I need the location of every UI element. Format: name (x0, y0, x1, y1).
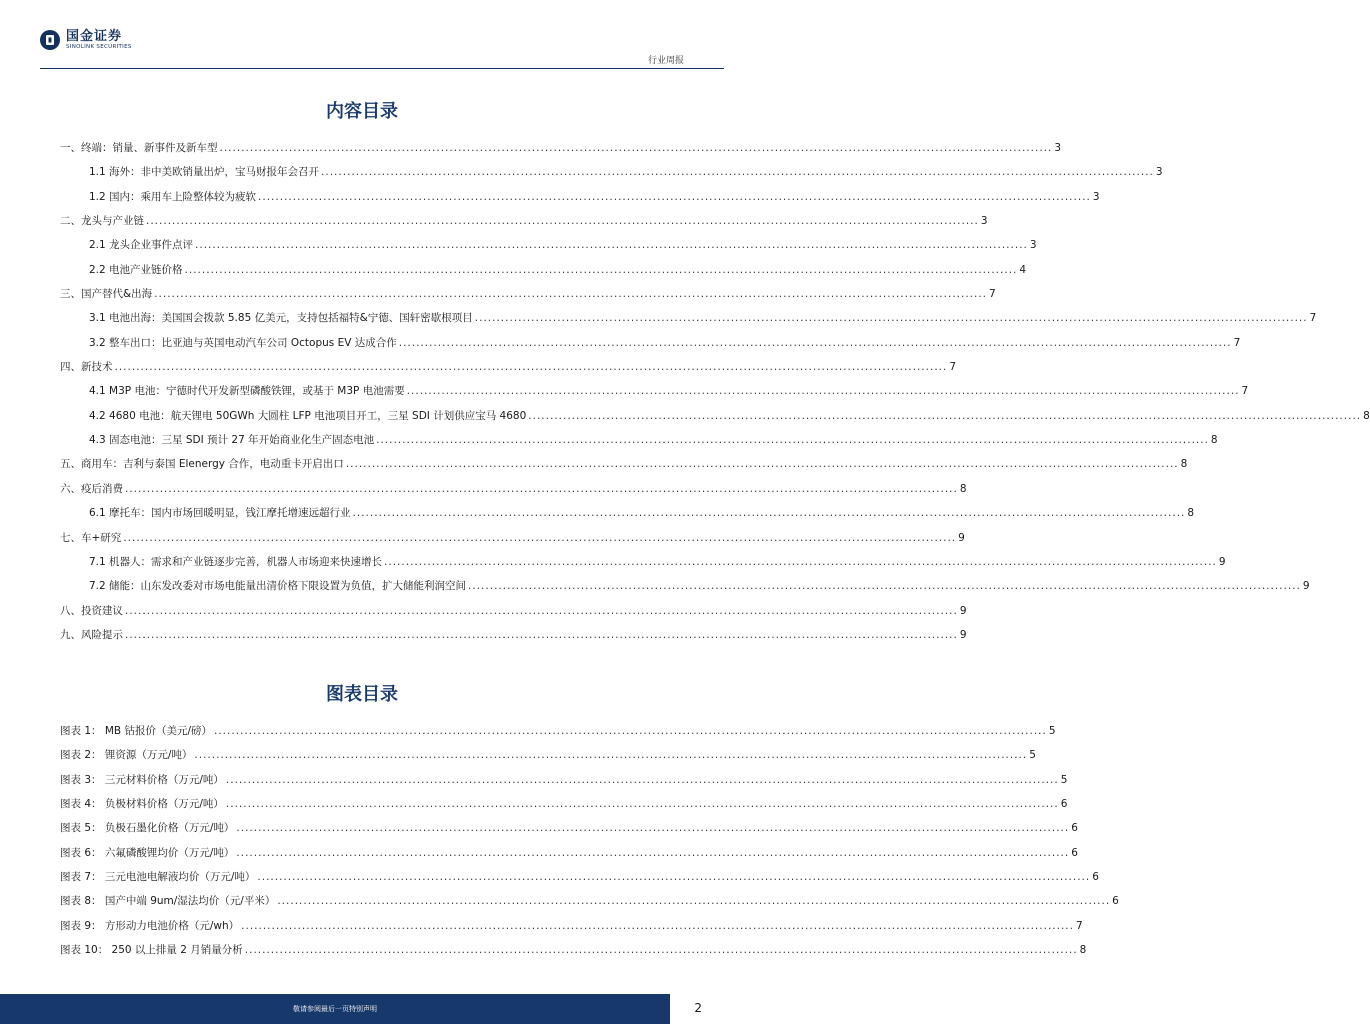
toc-entry[interactable]: 3.1 电池出海：美国国会拨款 5.85 亿美元，支持包括福特&宁德、国轩密歇根项目 ..... 7 (60, 310, 686, 334)
figure-entry[interactable]: 图表 6： 六氟磷酸锂均价（万元/吨） ..... 6 (60, 845, 686, 869)
toc-entry[interactable]: 五、商用车：吉利与泰国 Elenergy 合作，电动重卡开启出口 ..... 8 (60, 456, 686, 480)
toc-entry[interactable]: 七、车+研究 ..... 9 (60, 530, 686, 554)
figure-entry[interactable]: 图表 5： 负极石墨化价格（万元/吨） ..... 6 (60, 820, 686, 844)
toc-entry[interactable]: 3.2 整车出口：比亚迪与英国电动汽车公司 Octopus EV 达成合作 ..... 7 (60, 335, 686, 359)
brand-name-cn: 国金证券 (66, 29, 123, 44)
figure-entry[interactable]: 图表 9： 方形动力电池价格（元/wh） ..... 7 (60, 918, 686, 942)
figure-entry[interactable]: 图表 7： 三元电池电解液均价（万元/吨） ..... 6 (60, 869, 686, 893)
figure-entry[interactable]: 图表 10： 250 以上排量 2 月销量分析 ..... 8 (60, 942, 686, 966)
toc-title: 内容目录 (326, 101, 398, 122)
toc-entry[interactable]: 一、终端：销量、新事件及新车型 ..... 3 (60, 140, 686, 164)
figure-entry[interactable]: 图表 1： MB 钴报价（美元/磅） ..... 5 (60, 723, 686, 747)
figure-entry[interactable]: 图表 4： 负极材料价格（万元/吨） ..... 6 (60, 796, 686, 820)
toc-entry[interactable]: 4.1 M3P 电池：宁德时代开发新型磷酸铁锂，或基于 M3P 电池需要 ..... 7 (60, 383, 686, 407)
toc-entry[interactable]: 六、疫后消费 ..... 8 (60, 481, 686, 505)
toc-entry[interactable]: 1.1 海外：非中美欧销量出炉，宝马财报年会召开 ..... 3 (60, 164, 686, 188)
header-divider (40, 68, 724, 69)
toc-entry[interactable]: 二、龙头与产业链 ..... 3 (60, 213, 686, 237)
toc-entry[interactable]: 八、投资建议 ..... 9 (60, 603, 686, 627)
toc-entry[interactable]: 2.2 电池产业链价格 ..... 4 (60, 262, 686, 286)
toc-entry[interactable]: 7.2 储能：山东发改委对市场电能量出清价格下限设置为负值，扩大储能利润空间 ..... 9 (60, 578, 686, 602)
figure-entry[interactable]: 图表 3： 三元材料价格（万元/吨） ..... 5 (60, 772, 686, 796)
sinolink-logo-icon (40, 30, 60, 50)
toc-entry[interactable]: 6.1 摩托车：国内市场回暖明显，钱江摩托增速远超行业 ..... 8 (60, 505, 686, 529)
toc-entry[interactable]: 三、国产替代&出海 ..... 7 (60, 286, 686, 310)
figure-entry[interactable]: 图表 2： 锂资源（万元/吨） ..... 5 (60, 747, 686, 771)
page-number: 2 (694, 1001, 702, 1015)
figure-list (60, 723, 1119, 966)
toc-entry[interactable]: 1.2 国内：乘用车上险整体较为疲软 ..... 3 (60, 189, 686, 213)
toc-list (60, 140, 1370, 651)
toc-entry[interactable]: 4.2 4680 电池：航天锂电 50GWh 大圆柱 LFP 电池项目开工，三星 SDI 计划供应宝马 4680 ..... 8 (60, 408, 686, 432)
brand-name-en: SINOLINK SECURITIES (66, 44, 132, 50)
toc-entry[interactable]: 四、新技术 ..... 7 (60, 359, 686, 383)
report-type-label: 行业周报 (647, 56, 684, 66)
footer-disclaimer: 敬请参阅最后一页特别声明 (293, 1005, 377, 1013)
company-logo (40, 30, 132, 51)
toc-entry[interactable]: 7.1 机器人：需求和产业链逐步完善，机器人市场迎来快速增长 ..... 9 (60, 554, 686, 578)
figure-list-title: 图表目录 (326, 684, 398, 705)
toc-entry[interactable]: 4.3 固态电池：三星 SDI 预计 27 年开始商业化生产固态电池 ..... 8 (60, 432, 686, 456)
toc-entry[interactable]: 2.1 龙头企业事件点评 ..... 3 (60, 237, 686, 261)
toc-entry[interactable]: 九、风险提示 ..... 9 (60, 627, 686, 651)
figure-entry[interactable]: 图表 8： 国产中端 9um/湿法均价（元/平米） ..... 6 (60, 893, 686, 917)
